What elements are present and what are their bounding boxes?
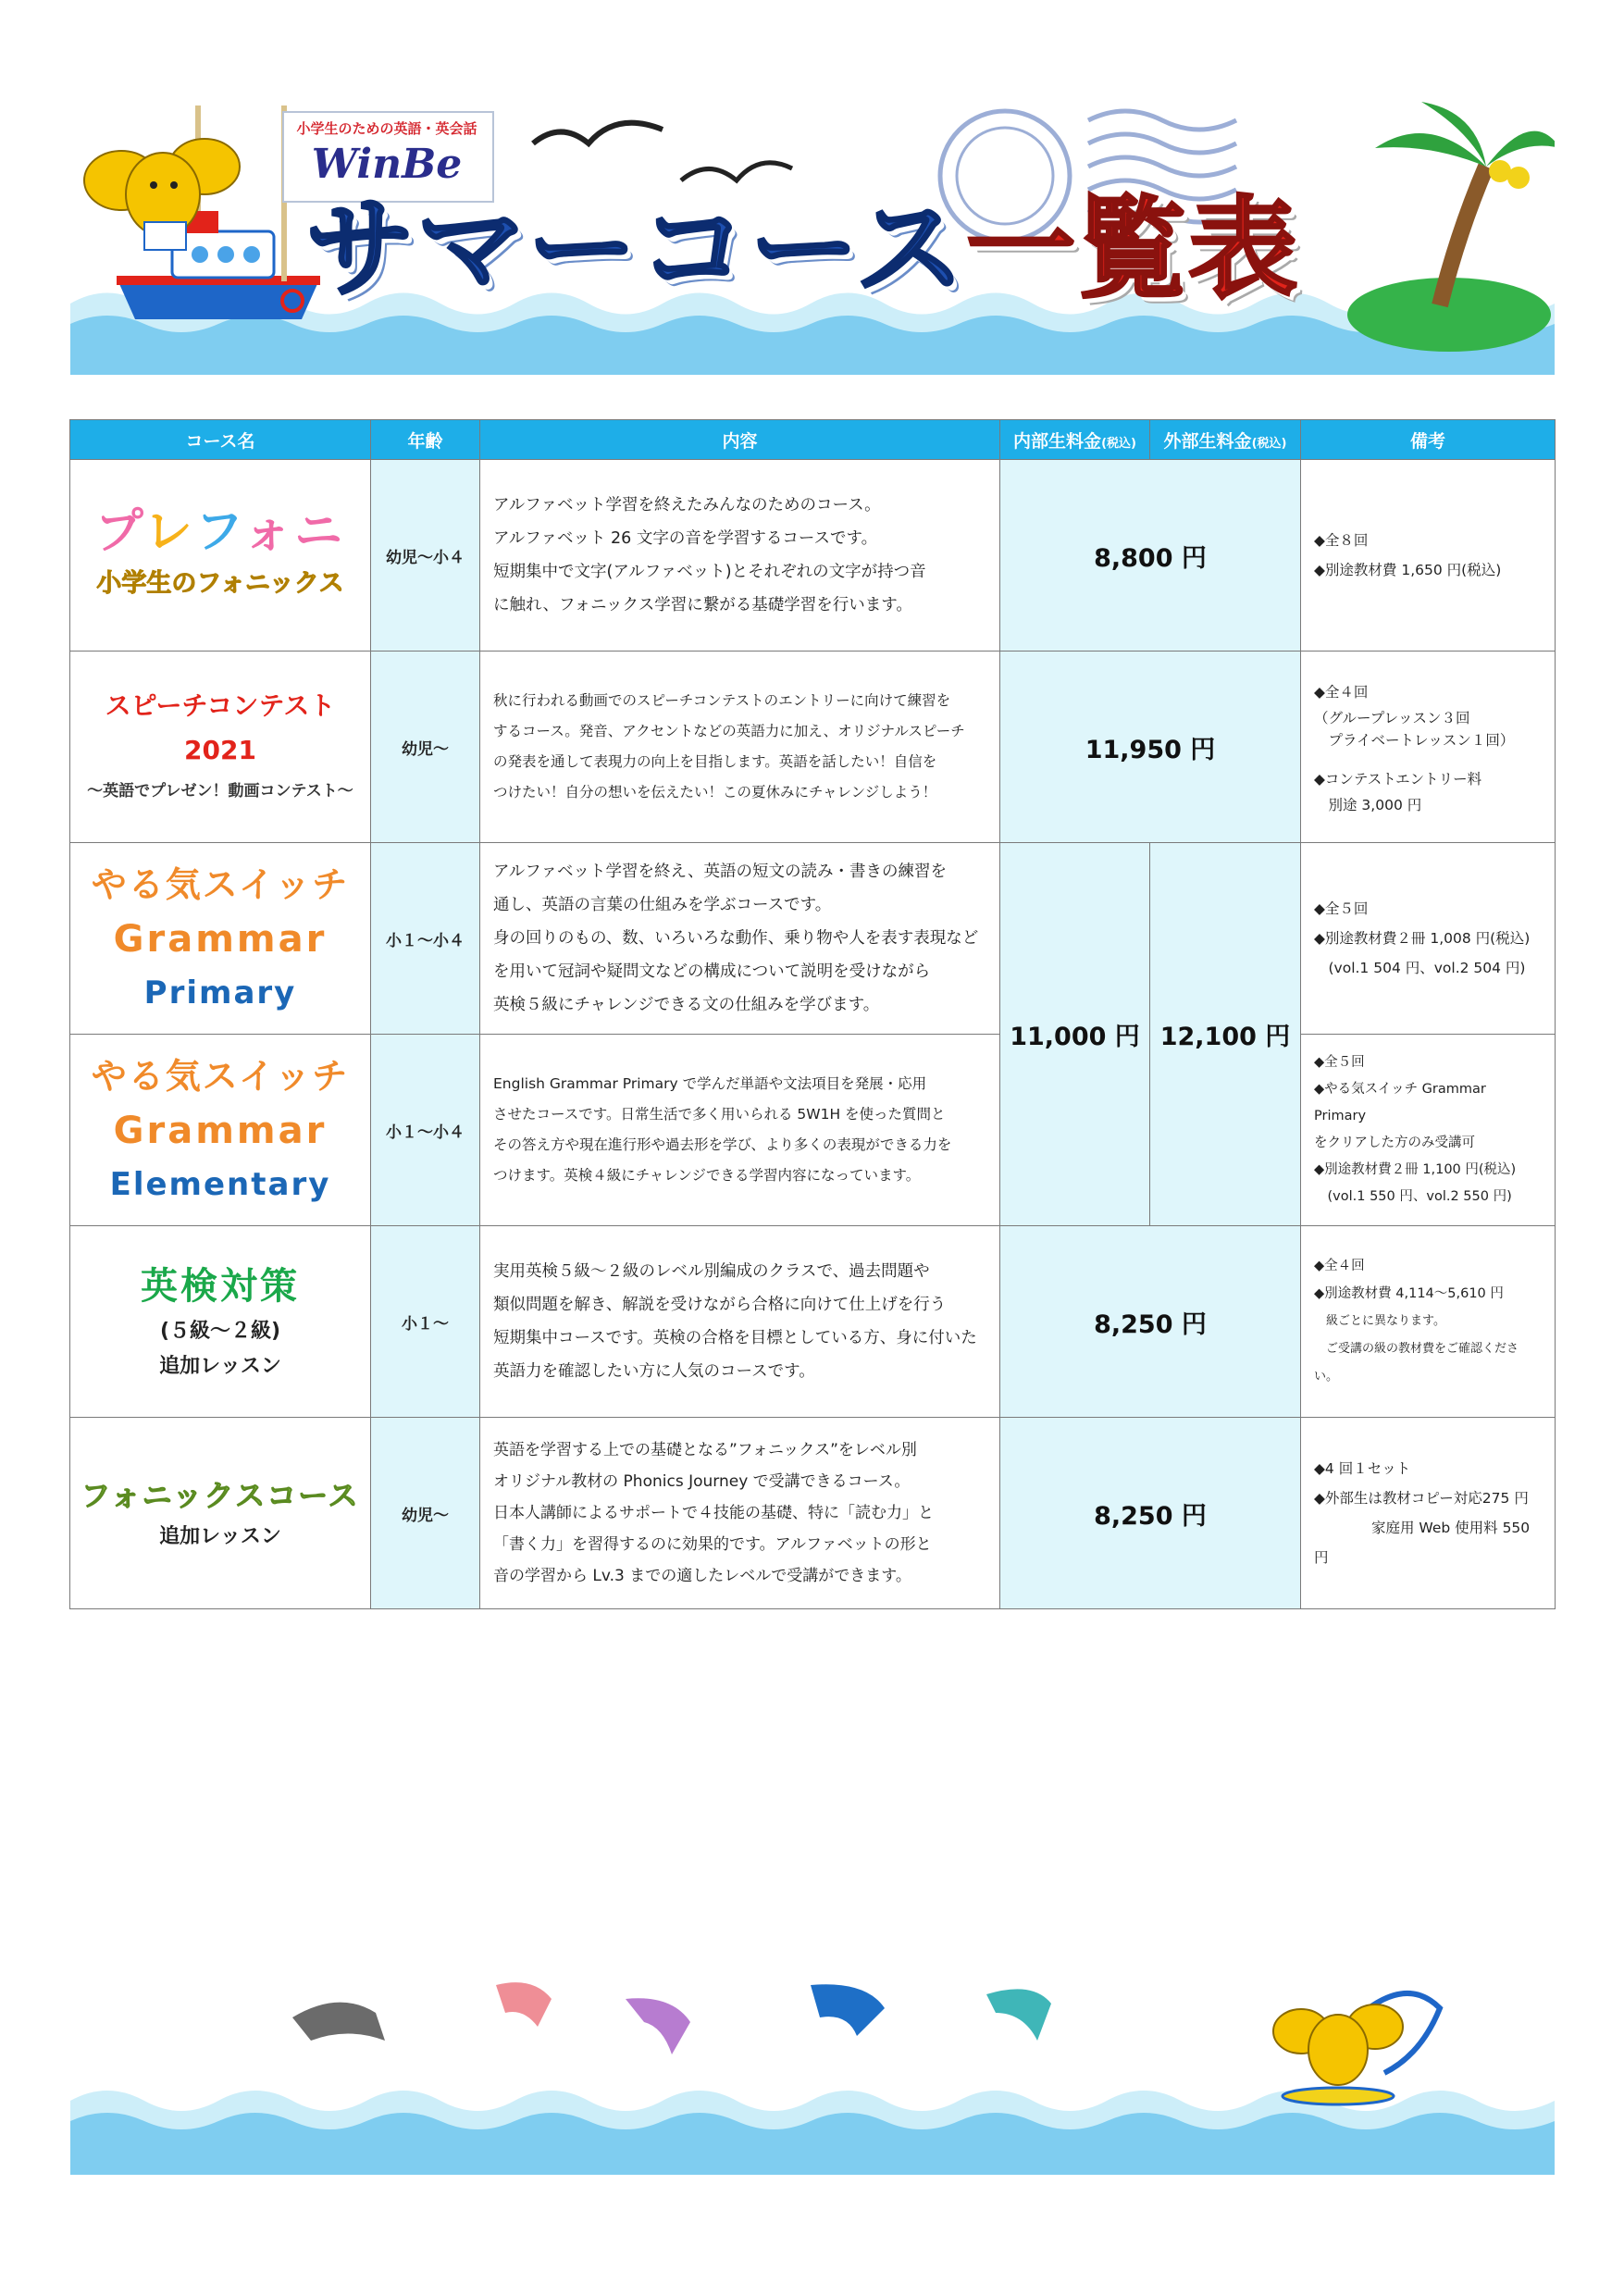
content-line: の発表を通して表現力の向上を目指します。英語を話したい！自信を [493,753,937,770]
note-line: プライベートレッスン１回） [1314,732,1515,749]
course-name: やる気スイッチ [91,1056,350,1097]
external-price-cell: 12,100 円 [1150,843,1301,1226]
note-line: ◆別途教材費２冊 1,008 円(税込) [1314,930,1531,947]
header-internal-tax: (税込) [1101,436,1136,451]
note-line: 別途 3,000 円 [1314,797,1422,813]
table-row [70,843,1556,1035]
content-line: 「書く力」を習得するのに効果的です。アルファベットの形と [493,1535,932,1554]
course-level: (５級〜２級) [159,1320,281,1343]
content-line: つけたい！自分の想いを伝えたい！この夏休みにチャレンジしよう！ [493,784,937,800]
course-name-cell [70,1226,371,1418]
age-cell: 小１〜 [371,1226,480,1418]
header-external-tax: (税込) [1251,436,1287,451]
content-line: するコース。発音、アクセントなどの英語力に加え、オリジナルスピーチ [493,723,965,739]
content-cell [480,460,1000,652]
content-line: 身の回りのもの、数、いろいろな動作、乗り物や人を表す表現など [493,929,979,948]
course-table [69,419,1556,1609]
content-line: つけます。英検４級にチャレンジできる学習内容になっています。 [493,1167,921,1184]
note-line: ◆別途教材費 1,650 円(税込) [1314,562,1502,578]
content-line: 英語を学習する上での基礎となる”フォニックス”をレベル別 [493,1441,917,1459]
course-subtitle: 追加レッスン [159,1355,281,1378]
price-cell: 8,250 円 [1000,1418,1301,1609]
dolphin-icon [626,1998,690,2054]
note-line: ◆4 回１セット [1314,1460,1411,1477]
content-line: に触れ、フォニックス学習に繋がる基礎学習を行います。 [493,596,912,614]
note-line: ◆全４回 [1314,1259,1365,1273]
content-line: 英語力を確認したい方に人気のコースです。 [493,1362,815,1381]
course-name-cell [70,1418,371,1609]
table-row [70,652,1556,843]
note-line: ご受講の級の教材費をご確認ください。 [1314,1342,1519,1384]
content-line: 通し、英語の言葉の仕組みを学ぶコースです。 [493,896,832,914]
course-name-part: レ [143,504,195,560]
age-cell: 幼児〜 [371,652,480,843]
seagull-icon [533,123,792,180]
content-cell [480,1418,1000,1609]
price-cell: 11,950 円 [1000,652,1301,843]
header-notes: 備考 [1301,420,1556,460]
dolphin-icon [811,1984,885,2036]
notes-cell [1301,1035,1556,1226]
note-line: 家庭用 Web 使用料 550 円 [1314,1520,1531,1566]
course-name-cell [70,460,371,652]
course-name-grammar: Grammar [113,918,328,961]
course-name-cell [70,843,371,1035]
course-name-part: フ [194,504,244,560]
surfing-elephant-icon [1273,1993,1440,2104]
content-line: 英検５級にチャレンジできる文の仕組みを学びます。 [493,996,880,1014]
price-cell: 8,250 円 [1000,1226,1301,1418]
content-line: 短期集中コースです。英検の合格を目標としている方、身に付いた [493,1329,977,1347]
age-cell: 幼児〜小４ [371,460,480,652]
content-line: その答え方や現在進行形や過去形を学び、より多くの表現ができる力を [493,1136,952,1153]
header-age: 年齢 [371,420,480,460]
course-level: Elementary [109,1166,331,1203]
table-row [70,1418,1556,1609]
content-line: 類似問題を解き、解説を受けながら合格に向けて仕上げを行う [493,1296,947,1314]
content-line: アルファベット学習を終え、英語の短文の読み・書きの練習を [493,863,947,881]
age-cell: 小１〜小４ [371,1035,480,1226]
course-name-cell [70,652,371,843]
note-line [1314,751,1542,764]
page-title-accent: 一覧表 [966,185,1300,313]
content-line: 音の学習から Lv.3 までの適したレベルで受講ができます。 [493,1567,911,1585]
header-content: 内容 [480,420,1000,460]
note-line: ◆全８回 [1314,532,1369,549]
content-line: 実用英検５級〜２級のレベル別編成のクラスで、過去問題や [493,1262,930,1281]
internal-price-cell: 11,000 円 [1000,843,1150,1226]
content-line: 秋に行われる動画でのスピーチコンテストのエントリーに向けて練習を [493,692,951,709]
note-line: （グループレッスン３回 [1314,710,1470,726]
dolphin-icon [292,2003,385,2041]
course-name: スピーチコンテスト 2021 [105,690,336,765]
content-cell [480,1035,1000,1226]
course-name-part: ニ [294,504,346,560]
note-line: (vol.1 550 円、vol.2 550 円) [1314,1189,1512,1204]
course-name-part: ォ [243,504,295,560]
logo-name: WinBe [311,141,463,188]
course-name-grammar: Grammar [113,1110,328,1152]
footer-art [70,1971,1555,2175]
content-cell [480,1226,1000,1418]
content-line: English Grammar Primary で学んだ単語や文法項目を発展・応用 [493,1075,927,1092]
note-line: ◆別途教材費 4,114〜5,610 円 [1314,1286,1504,1301]
notes-cell [1301,843,1556,1035]
notes-cell [1301,1226,1556,1418]
content-line: を用いて冠詞や疑問文などの構成について説明を受けながら [493,962,931,981]
note-line: ◆外部生は教材コピー対応275 円 [1314,1490,1529,1507]
page-title [305,185,1300,313]
header-internal-fee-label: 内部生料金 [1013,430,1102,452]
table-row [70,1226,1556,1418]
note-line: ◆別途教材費２冊 1,100 円(税込) [1314,1162,1517,1177]
note-line: ◆やる気スイッチ Grammar Primary [1314,1082,1486,1123]
course-name-cell [70,1035,371,1226]
note-line: 級ごとに異なります。 [1314,1314,1445,1328]
table-row [70,460,1556,652]
content-cell [480,652,1000,843]
note-line: をクリアした方のみ受講可 [1314,1136,1475,1150]
dolphin-icon [986,1989,1051,2041]
header-external-fee-label: 外部生料金 [1163,430,1252,452]
content-line: 日本人講師によるサポートで４技能の基礎、特に「読む力」と [493,1504,934,1522]
course-name [74,503,366,561]
course-level: Primary [143,974,297,1011]
course-subtitle: 〜英語でプレゼン！動画コンテスト〜 [87,782,353,800]
page-title-main: サマーコース [305,185,967,313]
table-row [70,1035,1556,1226]
price-cell: 8,800 円 [1000,460,1301,652]
content-cell [480,843,1000,1035]
dolphin-icon [496,1982,552,2027]
course-name: やる気スイッチ [91,864,350,905]
content-line: 短期集中で文字(アルファベット)とそれぞれの文字が持つ音 [493,563,926,581]
note-line: (vol.1 504 円、vol.2 504 円) [1314,960,1526,976]
content-line: させたコースです。日常生活で多く用いられる 5W1H を使った質問と [493,1106,946,1123]
age-cell: 小１〜小４ [371,843,480,1035]
note-line: ◆全５回 [1314,900,1369,917]
content-line: アルファベット 26 文字の音を学習するコースです。 [493,529,878,548]
course-subtitle: 小学生のフォニックス [96,569,344,598]
notes-cell [1301,652,1556,843]
note-line: ◆全４回 [1314,684,1369,701]
table-header-row [70,420,1556,460]
notes-cell [1301,460,1556,652]
note-line: ◆コンテストエントリー料 [1314,771,1482,788]
content-line: オリジナル教材の Phonics Journey で受講できるコース。 [493,1472,911,1491]
content-line: アルファベット学習を終えたみんなのためのコース。 [493,496,881,515]
logo-tagline: 小学生のための英語・英会話 [296,120,477,137]
header-course: コース名 [70,420,371,460]
header-external-fee [1150,420,1301,460]
course-subtitle: 追加レッスン [159,1525,281,1548]
course-name: フォニックスコース [81,1478,360,1513]
course-name: 英検対策 [141,1265,300,1308]
header-internal-fee [1000,420,1150,460]
note-line: ◆全５回 [1314,1055,1365,1070]
notes-cell [1301,1418,1556,1609]
course-name-part: プ [94,504,144,560]
age-cell: 幼児〜 [371,1418,480,1609]
palm-island-icon [1347,102,1555,352]
